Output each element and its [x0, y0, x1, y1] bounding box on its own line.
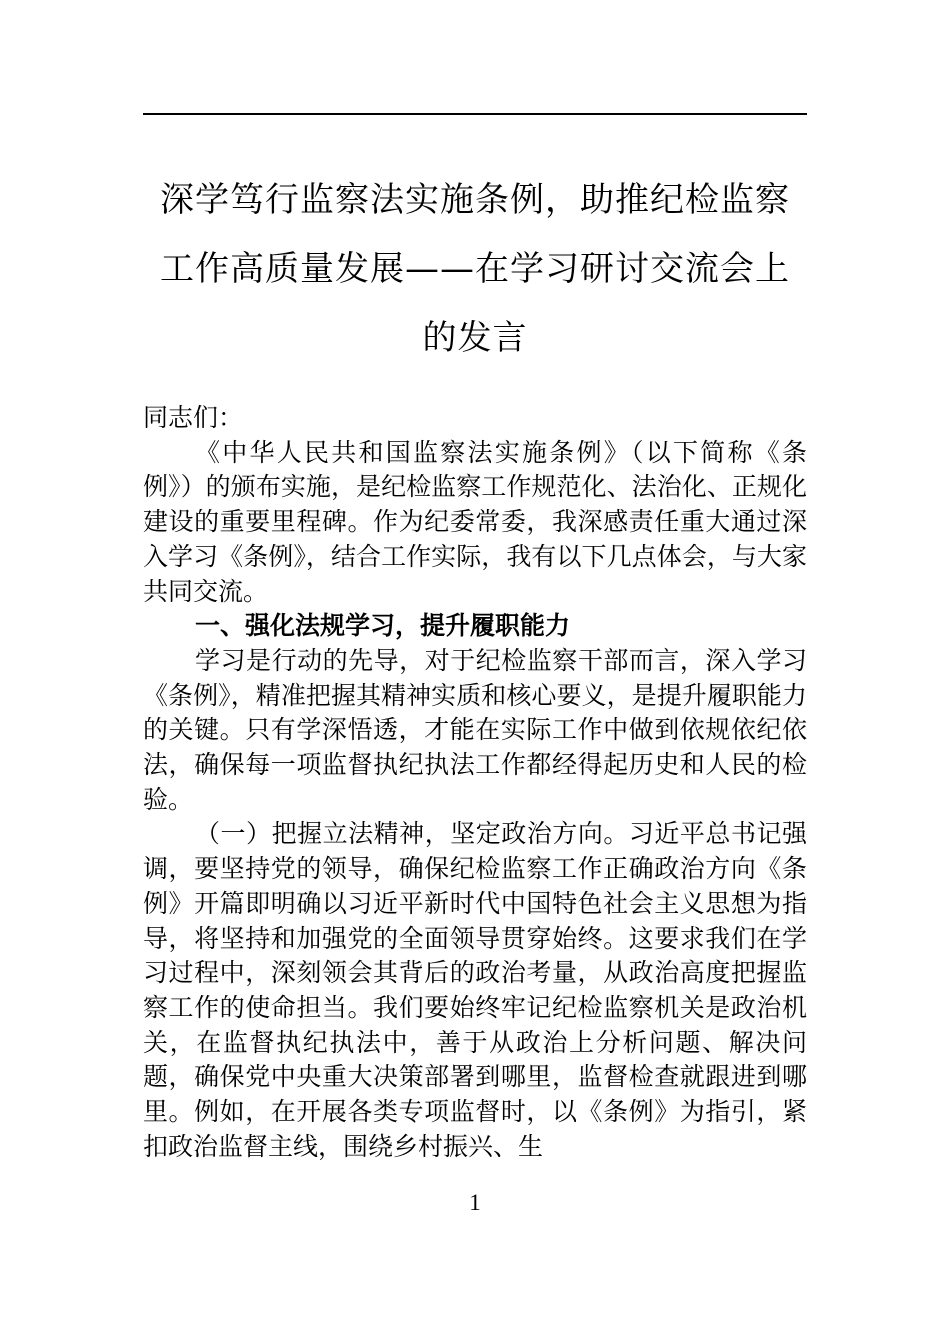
page-number: 1 [469, 1190, 481, 1215]
salutation: 同志们： [143, 403, 244, 432]
body-paragraph: （一）把握立法精神，坚定政治方向。习近平总书记强调，要坚持党的领导，确保纪检监察工作正确政治方向《条例》开篇即明确以习近平新时代中国特色社会主义思想为指导，将坚持和加强党的全面领导贯穿始终。这要求我们在学习过程中，深刻领会其背后的政治考量，从政治高度把握监察工作的使命担当。我们要始终牢记纪检监察机关是政治机关，在监督执纪执法中，善于从政治上分析问题、解决问题，确保党中央重大决策部署到哪里，监督检查就跟进到哪里。例如，在开展各类专项监督时，以《条例》为指引，紧扣政治监督主线，围绕乡村振兴、生 [143, 819, 807, 1161]
intro-paragraph: 《中华人民共和国监察法实施条例》（以下简称《条例》）的颁布实施，是纪检监察工作规范化、法治化、正规化建设的重要里程碑。作为纪委常委，我深感责任重大通过深入学习《条例》，结合工作实际，我有以下几点体会，与大家共同交流。 [143, 437, 807, 606]
document-body [143, 401, 807, 1164]
document-title: 深学笃行监察法实施条例，助推纪检监察工作高质量发展——在学习研讨交流会上的发言 [160, 180, 790, 358]
section-heading: 一、强化法规学习，提升履职能力 [195, 611, 571, 641]
body-paragraph: 学习是行动的先导，对于纪检监察干部而言，深入学习《条例》，精准把握其精神实质和核心要义，是提升履职能力的关键。只有学深悟透，才能在实际工作中做到依规依纪依法，确保每一项监督执纪执法工作都经得起历史和人民的检验。 [143, 645, 807, 814]
header-rule [143, 113, 807, 115]
